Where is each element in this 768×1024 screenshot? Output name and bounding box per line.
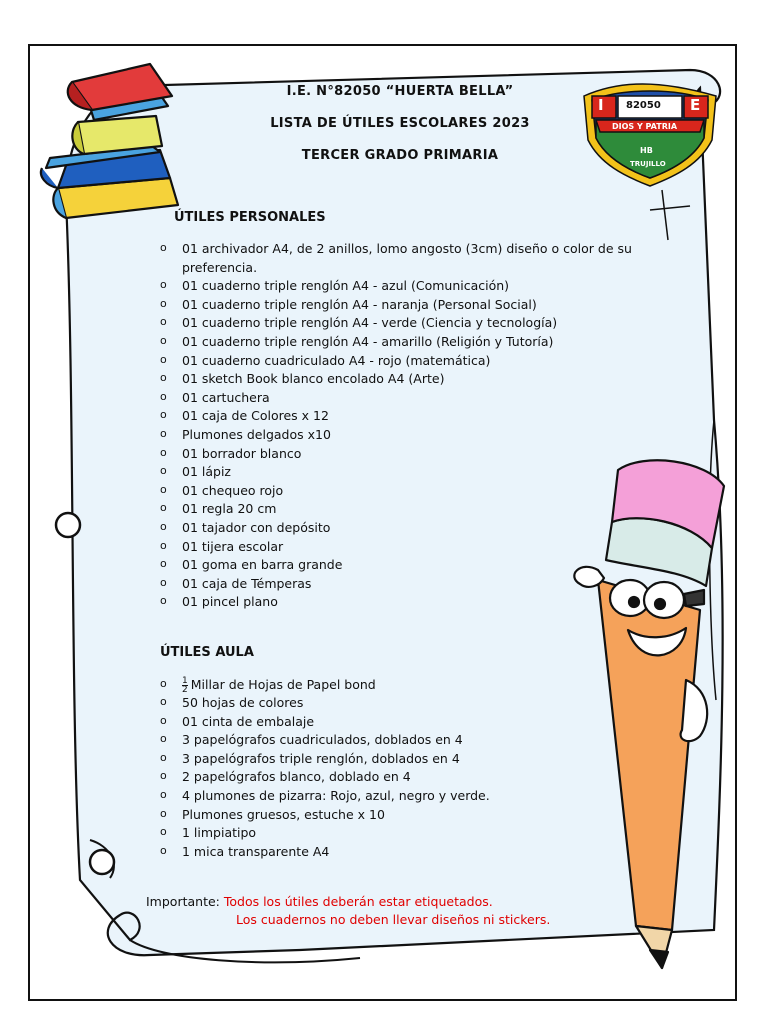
crest-number: 82050 xyxy=(626,100,661,111)
list-item: o 01 caja de Témperas xyxy=(158,575,638,594)
list-item: o $\frac{1}{2}$ Millar de Hojas de Papel bond xyxy=(158,676,598,695)
list-item: o 01 regla 20 cm xyxy=(158,500,638,519)
list-item: o 01 cinta de embalaje xyxy=(158,713,598,732)
list-item: o Plumones delgados x10 xyxy=(158,426,638,445)
list-item: o 01 caja de Colores x 12 xyxy=(158,407,638,426)
note-line-1: Todos los útiles deberán estar etiquetados. xyxy=(223,894,493,909)
list-item: o 01 cuaderno triple renglón A4 - amarillo (Religión y Tutoría) xyxy=(158,333,638,352)
list-item: o Plumones gruesos, estuche x 10 xyxy=(158,806,598,825)
list-item: o 2 papelógrafos blanco, doblado en 4 xyxy=(158,768,598,787)
list-item: o 50 hojas de colores xyxy=(158,694,598,713)
list-item: o 01 archivador A4, de 2 anillos, lomo angosto (3cm) diseño o color de su preferencia. xyxy=(158,240,638,277)
personal-section-title: ÚTILES PERSONALES xyxy=(174,210,326,225)
list-item: o 01 cuaderno triple renglón A4 - naranja (Personal Social) xyxy=(158,296,638,315)
list-item: o 01 sketch Book blanco encolado A4 (Arte) xyxy=(158,370,638,389)
list-item: o 01 lápiz xyxy=(158,463,638,482)
list-item: o 01 tajador con depósito xyxy=(158,519,638,538)
list-item: o 01 pincel plano xyxy=(158,593,638,612)
list-item: o 3 papelógrafos cuadriculados, doblados en 4 xyxy=(158,731,598,750)
crest-city: TRUJILLO xyxy=(630,160,666,168)
grade-title: TERCER GRADO PRIMARIA xyxy=(301,148,499,163)
list-title: LISTA DE ÚTILES ESCOLARES 2023 xyxy=(270,116,530,131)
list-item: o 01 chequeo rojo xyxy=(158,482,638,501)
list-item: o 01 cartuchera xyxy=(158,389,638,408)
list-item: o 01 cuaderno triple renglón A4 - verde (Ciencia y tecnología) xyxy=(158,314,638,333)
half-fraction: o $\frac{1}{2}$ xyxy=(182,676,188,695)
list-item: o 1 mica transparente A4 xyxy=(158,843,598,862)
books-illustration xyxy=(41,64,178,218)
crest-motto: DIOS Y PATRIA xyxy=(612,122,678,131)
crest-initials: HB xyxy=(640,146,653,155)
aula-items-list-rest xyxy=(158,694,598,861)
list-item: o 01 goma en barra grande xyxy=(158,556,638,575)
crest-letter-left: I xyxy=(598,96,604,114)
important-note xyxy=(146,893,493,911)
note-line-2: Los cuadernos no deben llevar diseños ni stickers. xyxy=(236,912,551,927)
list-item: o 01 cuaderno triple renglón A4 - azul (Comunicación) xyxy=(158,277,638,296)
crest-letter-right: E xyxy=(690,96,701,114)
list-item: o 01 cuaderno cuadriculado A4 - rojo (matemática) xyxy=(158,352,638,371)
school-name: I.E. N°82050 “HUERTA BELLA” xyxy=(286,84,514,99)
personal-items-list xyxy=(158,240,638,612)
list-item: o 01 borrador blanco xyxy=(158,445,638,464)
list-item: o 01 tijera escolar xyxy=(158,538,638,557)
aula-section-title: ÚTILES AULA xyxy=(160,645,254,660)
list-item: o 3 papelógrafos triple renglón, doblados en 4 xyxy=(158,750,598,769)
aula-items-list xyxy=(158,676,598,695)
list-item: o 1 limpiatipo xyxy=(158,824,598,843)
list-item: o 4 plumones de pizarra: Rojo, azul, negro y verde. xyxy=(158,787,598,806)
note-label: Importante: xyxy=(146,894,220,909)
